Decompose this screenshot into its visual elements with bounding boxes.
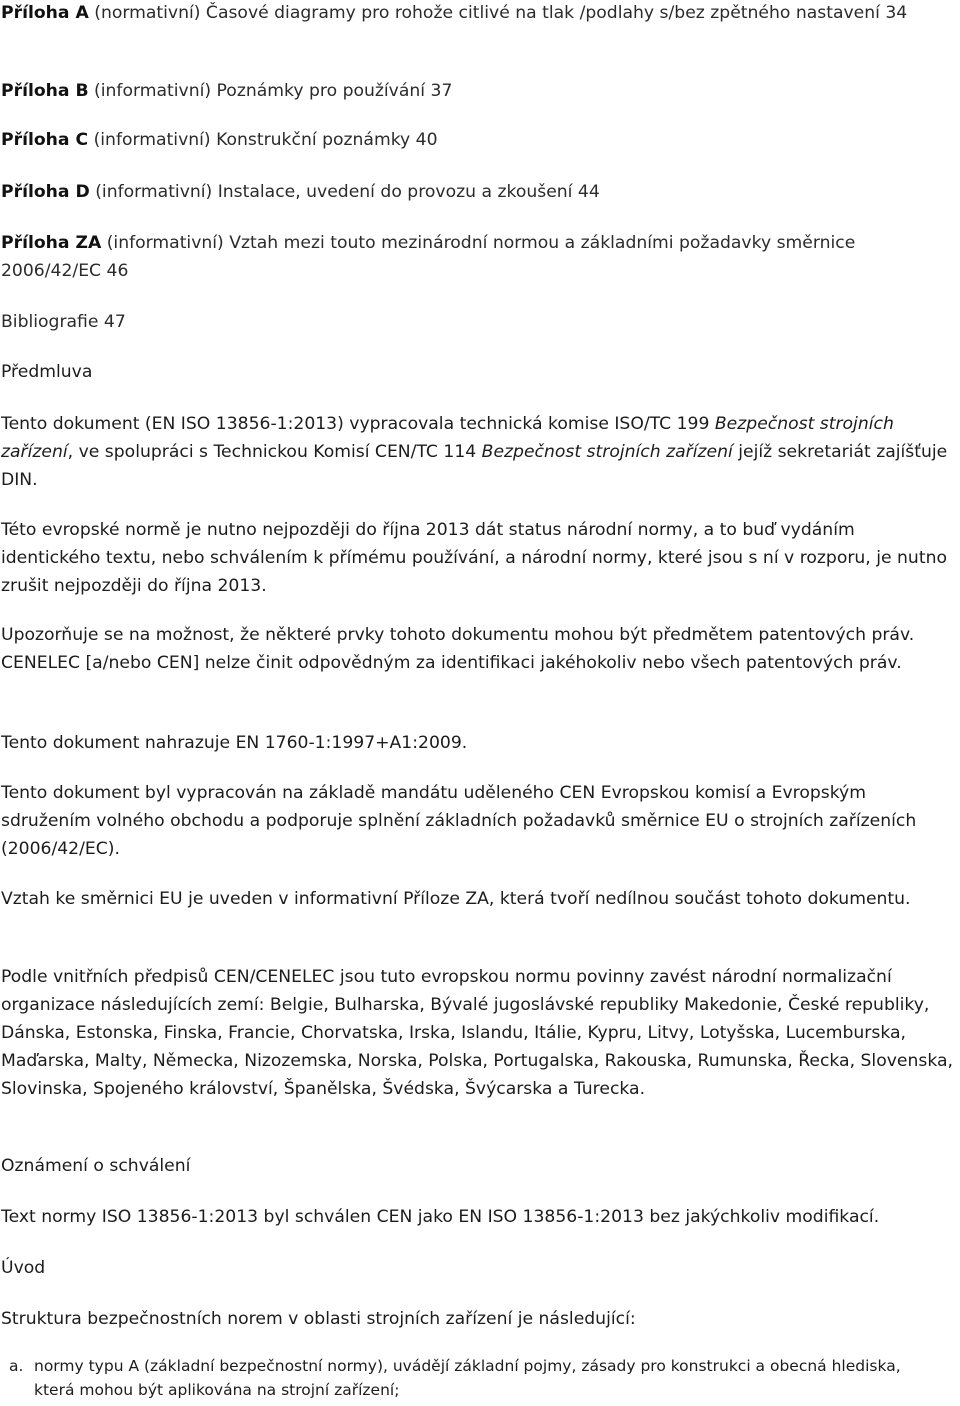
committee-title: Bezpečnost strojních zařízení xyxy=(1,414,894,462)
toc-text: Bibliografie 47 xyxy=(1,312,126,332)
toc-label: Příloha A xyxy=(1,3,89,23)
foreword-paragraph-4: Tento dokument nahrazuje EN 1760-1:1997+A1:2009. xyxy=(1,733,468,753)
introduction-heading: Úvod xyxy=(1,1258,46,1278)
toc-label: Příloha D xyxy=(1,182,90,202)
endorsement-heading: Oznámení o schválení xyxy=(1,1156,191,1176)
foreword-paragraph-6: Vztah ke směrnici EU je uveden v informativní Příloze ZA, která tvoří nedílnou součást tohoto dokumentu. xyxy=(1,889,911,909)
foreword-paragraph-2: Této evropské normě je nutno nejpozději do října 2013 dát status národní normy, a to buď vydáním identického textu, nebo schválením k přímému používání, a národní normy, které jsou s ní v rozporu, je nutno zrušit nejpozději do října 2013. xyxy=(1,520,947,596)
foreword-paragraph-1 xyxy=(1,410,959,494)
text-span: Tento dokument (EN ISO 13856-1:2013) vypracovala technická komise ISO/TC 199 xyxy=(1,414,715,434)
toc-entry-bibliography[interactable] xyxy=(1,308,959,336)
foreword-paragraph-7: Podle vnitřních předpisů CEN/CENELEC jsou tuto evropskou normu povinny zavést národní normalizační organizace následujících zemí: Belgie, Bulharska, Bývalé jugoslávské republiky Makedonie, České republiky, Dánska, Estonska, Finska, Francie, Chorvatska, Irska, Islandu, Itálie, Kypru, Litvy, Lotyšska, Lucemburska, Maďarska, Malty, Německa, Nizozemska, Norska, Polska, Portugalska, Rakouska, Rumunska, Řecka, Slovenska, Slovinska, Spojeného království, Španělska, Švédska, Švýcarska a Turecka. xyxy=(1,967,953,1099)
foreword-paragraph-5: Tento dokument byl vypracován na základě mandátu uděleného CEN Evropskou komisí a Evropským sdružením volného obchodu a podporuje splnění základních požadavků směrnice EU o strojních zařízeních (2006/42/EC). xyxy=(1,783,917,859)
committee-title: Bezpečnost strojních zařízení xyxy=(481,442,733,462)
toc-entry-annex-c[interactable] xyxy=(1,126,959,154)
foreword-paragraph-3: Upozorňuje se na možnost, že některé prvky tohoto dokumentu mohou být předmětem patentových práv. CENELEC [a/nebo CEN] nelze činit odpovědným za identifikaci jakéhokoliv nebo všech patentových práv. xyxy=(1,625,915,673)
toc-entry-annex-b[interactable] xyxy=(1,77,959,105)
introduction-text: Struktura bezpečnostních norem v oblasti strojních zařízení je následující: xyxy=(1,1309,636,1329)
list-item-text: normy typu A (základní bezpečnostní normy), uvádějí základní pojmy, zásady pro konstrukci a obecná hlediska, která mohou být aplikována na strojní zařízení; xyxy=(34,1357,901,1399)
text-span: , ve spolupráci s Technickou Komisí CEN/TC 114 xyxy=(67,442,482,462)
toc-text: (normativní) Časové diagramy pro rohože citlivé na tlak /podlahy s/bez zpětného nastavení 34 xyxy=(88,3,908,23)
toc-text: (informativní) Vztah mezi touto mezinárodní normou a základními požadavky směrnice 2006/42/EC 46 xyxy=(1,233,856,281)
toc-entry-annex-d[interactable] xyxy=(1,178,959,206)
list-marker: a. xyxy=(9,1357,24,1375)
toc-entry-annex-za[interactable] xyxy=(1,229,959,285)
toc-label: Příloha C xyxy=(1,130,89,150)
endorsement-text: Text normy ISO 13856-1:2013 byl schválen CEN jako EN ISO 13856-1:2013 bez jakýchkoliv modifikací. xyxy=(1,1207,880,1227)
foreword-heading: Předmluva xyxy=(1,362,93,382)
toc-entry-annex-a[interactable] xyxy=(1,0,959,27)
toc-text: (informativní) Instalace, uvedení do provozu a zkoušení 44 xyxy=(89,182,600,202)
text-span: jejíž sekretariát zajíšťuje DIN. xyxy=(1,442,948,490)
toc-label: Příloha ZA xyxy=(1,233,102,253)
toc-label: Příloha B xyxy=(1,81,89,101)
toc-text: (informativní) Konstrukční poznámky 40 xyxy=(88,130,438,150)
toc-text: (informativní) Poznámky pro používání 37 xyxy=(88,81,453,101)
